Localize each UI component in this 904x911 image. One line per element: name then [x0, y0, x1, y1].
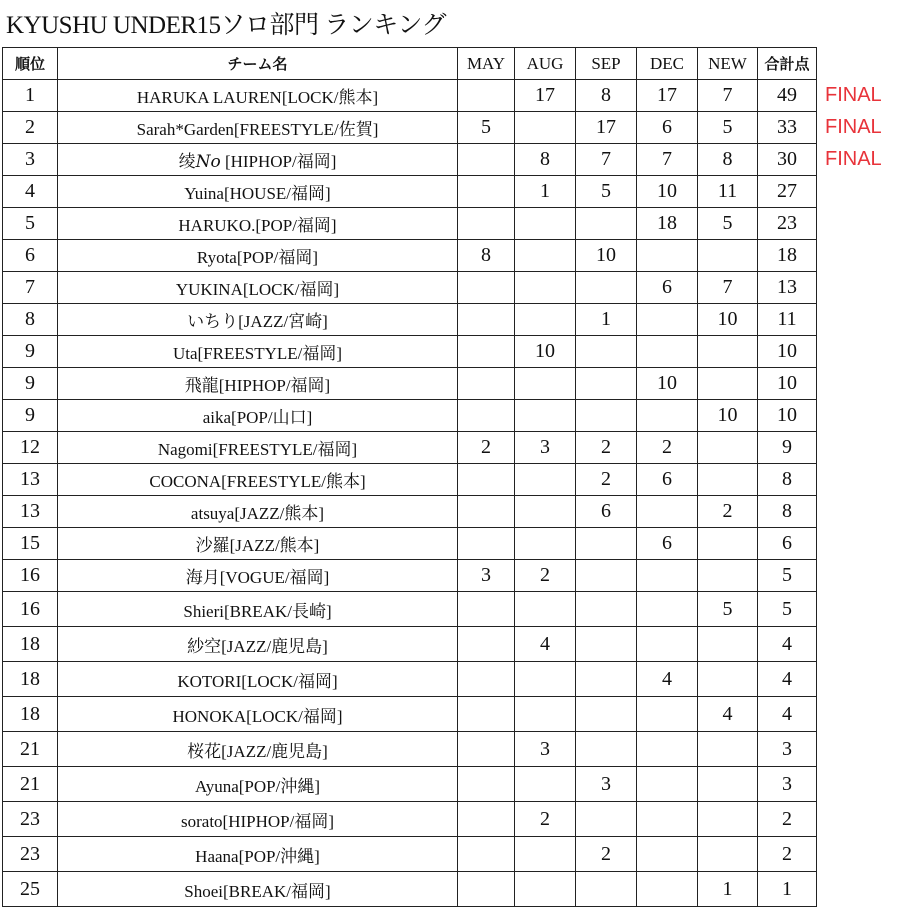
cell-dec: 6	[637, 112, 698, 144]
final-badge	[817, 496, 903, 528]
cell-may	[458, 304, 515, 336]
cell-aug	[515, 464, 576, 496]
table-row	[3, 872, 903, 907]
cell-dec	[637, 697, 698, 732]
table-row	[3, 304, 903, 336]
cell-new: 7	[698, 80, 758, 112]
table-row	[3, 592, 903, 627]
final-badge	[817, 560, 903, 592]
cell-may	[458, 400, 515, 432]
cell-rank: 21	[3, 732, 58, 767]
cell-sep: 6	[576, 496, 637, 528]
cell-sep	[576, 802, 637, 837]
final-badge	[817, 464, 903, 496]
cell-total: 3	[758, 732, 817, 767]
header-dec: DEC	[637, 48, 698, 80]
cell-dec	[637, 872, 698, 907]
cell-team: Haana[POP/沖縄]	[58, 837, 458, 872]
cell-may	[458, 144, 515, 176]
final-badge	[817, 767, 903, 802]
table-row	[3, 528, 903, 560]
cell-may	[458, 627, 515, 662]
header-aug: AUG	[515, 48, 576, 80]
cell-sep: 8	[576, 80, 637, 112]
header-note-spacer	[817, 48, 903, 80]
cell-dec	[637, 732, 698, 767]
header-may: MAY	[458, 48, 515, 80]
final-badge	[817, 662, 903, 697]
cell-team: 紗空[JAZZ/鹿児島]	[58, 627, 458, 662]
cell-new	[698, 368, 758, 400]
cell-aug	[515, 240, 576, 272]
final-badge	[817, 400, 903, 432]
cell-new: 5	[698, 592, 758, 627]
cell-new	[698, 560, 758, 592]
cell-total: 13	[758, 272, 817, 304]
cell-sep: 7	[576, 144, 637, 176]
cell-total: 8	[758, 496, 817, 528]
header-new: NEW	[698, 48, 758, 80]
cell-rank: 15	[3, 528, 58, 560]
cell-total: 8	[758, 464, 817, 496]
cell-dec	[637, 837, 698, 872]
cell-rank: 3	[3, 144, 58, 176]
cell-total: 4	[758, 627, 817, 662]
cell-total: 18	[758, 240, 817, 272]
cell-dec	[637, 496, 698, 528]
cell-new: 11	[698, 176, 758, 208]
cell-sep	[576, 872, 637, 907]
cell-may	[458, 80, 515, 112]
cell-may	[458, 272, 515, 304]
cell-may	[458, 208, 515, 240]
final-badge	[817, 837, 903, 872]
table-row	[3, 464, 903, 496]
cell-team: aika[POP/山口]	[58, 400, 458, 432]
final-badge: FINAL	[825, 84, 882, 106]
cell-aug	[515, 368, 576, 400]
cell-team: sorato[HIPHOP/福岡]	[58, 802, 458, 837]
cell-new: 5	[698, 208, 758, 240]
cell-dec	[637, 400, 698, 432]
cell-team: Nagomi[FREESTYLE/福岡]	[58, 432, 458, 464]
cell-total: 5	[758, 560, 817, 592]
cell-team: Ryota[POP/福岡]	[58, 240, 458, 272]
table-row	[3, 627, 903, 662]
table-row	[3, 208, 903, 240]
cell-sep	[576, 662, 637, 697]
cell-team: Yuina[HOUSE/福岡]	[58, 176, 458, 208]
table-row	[3, 496, 903, 528]
cell-aug	[515, 837, 576, 872]
cell-team: 绫𝑁𝑜 [HIPHOP/福岡]	[58, 144, 458, 176]
cell-total: 27	[758, 176, 817, 208]
cell-new: 1	[698, 872, 758, 907]
cell-total: 9	[758, 432, 817, 464]
cell-aug	[515, 662, 576, 697]
header-total: 合計点	[758, 48, 817, 80]
cell-may	[458, 336, 515, 368]
cell-new	[698, 767, 758, 802]
cell-team: いちり[JAZZ/宮崎]	[58, 304, 458, 336]
cell-dec	[637, 240, 698, 272]
cell-rank: 5	[3, 208, 58, 240]
cell-sep	[576, 697, 637, 732]
cell-may	[458, 662, 515, 697]
cell-team: Ayuna[POP/沖縄]	[58, 767, 458, 802]
cell-rank: 9	[3, 336, 58, 368]
cell-dec	[637, 767, 698, 802]
cell-rank: 21	[3, 767, 58, 802]
final-badge	[817, 368, 903, 400]
cell-new: 8	[698, 144, 758, 176]
table-row	[3, 144, 903, 176]
cell-sep	[576, 528, 637, 560]
cell-aug	[515, 304, 576, 336]
cell-total: 49	[758, 80, 817, 112]
table-row	[3, 368, 903, 400]
cell-may	[458, 592, 515, 627]
table-row	[3, 560, 903, 592]
cell-aug	[515, 496, 576, 528]
cell-new	[698, 662, 758, 697]
cell-may	[458, 732, 515, 767]
cell-team: 桜花[JAZZ/鹿児島]	[58, 732, 458, 767]
cell-aug	[515, 872, 576, 907]
cell-rank: 9	[3, 400, 58, 432]
cell-dec: 18	[637, 208, 698, 240]
cell-sep: 17	[576, 112, 637, 144]
cell-may	[458, 464, 515, 496]
cell-may	[458, 767, 515, 802]
cell-team: 飛龍[HIPHOP/福岡]	[58, 368, 458, 400]
cell-sep	[576, 627, 637, 662]
cell-dec: 7	[637, 144, 698, 176]
cell-team: Shoei[BREAK/福岡]	[58, 872, 458, 907]
cell-rank: 2	[3, 112, 58, 144]
cell-dec: 6	[637, 528, 698, 560]
cell-aug	[515, 767, 576, 802]
cell-new: 2	[698, 496, 758, 528]
cell-team: Sarah*Garden[FREESTYLE/佐賀]	[58, 112, 458, 144]
cell-sep	[576, 732, 637, 767]
cell-team: 沙羅[JAZZ/熊本]	[58, 528, 458, 560]
cell-sep	[576, 272, 637, 304]
table-row	[3, 80, 903, 112]
cell-aug: 3	[515, 432, 576, 464]
cell-aug	[515, 112, 576, 144]
cell-new: 5	[698, 112, 758, 144]
header-rank: 順位	[3, 48, 58, 80]
cell-dec: 6	[637, 272, 698, 304]
cell-rank: 13	[3, 496, 58, 528]
cell-new	[698, 802, 758, 837]
cell-aug	[515, 272, 576, 304]
ranking-table	[2, 47, 903, 907]
cell-may	[458, 176, 515, 208]
cell-rank: 16	[3, 592, 58, 627]
cell-new	[698, 627, 758, 662]
cell-may: 8	[458, 240, 515, 272]
cell-aug: 2	[515, 802, 576, 837]
cell-sep: 3	[576, 767, 637, 802]
cell-new: 10	[698, 304, 758, 336]
cell-sep	[576, 336, 637, 368]
header-team: チーム名	[58, 48, 458, 80]
cell-new	[698, 464, 758, 496]
cell-rank: 9	[3, 368, 58, 400]
cell-new: 10	[698, 400, 758, 432]
final-badge	[817, 432, 903, 464]
cell-dec	[637, 560, 698, 592]
cell-aug	[515, 400, 576, 432]
cell-team: atsuya[JAZZ/熊本]	[58, 496, 458, 528]
cell-new	[698, 240, 758, 272]
cell-may: 2	[458, 432, 515, 464]
cell-aug	[515, 528, 576, 560]
final-badge	[817, 697, 903, 732]
page-title: KYUSHU UNDER15ソロ部門 ランキング	[6, 12, 447, 39]
cell-team: Shieri[BREAK/長崎]	[58, 592, 458, 627]
cell-total: 33	[758, 112, 817, 144]
table-row	[3, 176, 903, 208]
cell-dec	[637, 627, 698, 662]
cell-total: 10	[758, 368, 817, 400]
cell-dec: 10	[637, 368, 698, 400]
cell-team: 海月[VOGUE/福岡]	[58, 560, 458, 592]
cell-dec	[637, 336, 698, 368]
final-badge	[817, 336, 903, 368]
cell-rank: 23	[3, 802, 58, 837]
cell-may	[458, 837, 515, 872]
cell-rank: 13	[3, 464, 58, 496]
cell-rank: 1	[3, 80, 58, 112]
cell-total: 5	[758, 592, 817, 627]
cell-dec: 2	[637, 432, 698, 464]
cell-new	[698, 528, 758, 560]
final-badge	[817, 528, 903, 560]
header-row	[3, 48, 903, 80]
cell-new: 4	[698, 697, 758, 732]
cell-dec	[637, 592, 698, 627]
cell-aug: 10	[515, 336, 576, 368]
cell-may: 5	[458, 112, 515, 144]
final-badge	[817, 208, 903, 240]
cell-rank: 8	[3, 304, 58, 336]
cell-rank: 4	[3, 176, 58, 208]
table-row	[3, 732, 903, 767]
table-row	[3, 400, 903, 432]
final-badge	[817, 304, 903, 336]
cell-sep: 1	[576, 304, 637, 336]
table-row	[3, 802, 903, 837]
cell-rank: 12	[3, 432, 58, 464]
cell-total: 10	[758, 336, 817, 368]
table-row	[3, 112, 903, 144]
cell-sep: 2	[576, 432, 637, 464]
cell-total: 6	[758, 528, 817, 560]
table-row	[3, 240, 903, 272]
cell-rank: 16	[3, 560, 58, 592]
cell-may	[458, 697, 515, 732]
cell-rank: 25	[3, 872, 58, 907]
cell-team: HARUKO.[POP/福岡]	[58, 208, 458, 240]
cell-aug	[515, 697, 576, 732]
cell-aug: 17	[515, 80, 576, 112]
cell-may	[458, 802, 515, 837]
cell-may	[458, 872, 515, 907]
cell-may	[458, 528, 515, 560]
final-badge	[817, 272, 903, 304]
cell-may: 3	[458, 560, 515, 592]
final-badge	[817, 240, 903, 272]
final-badge	[817, 627, 903, 662]
cell-aug	[515, 592, 576, 627]
cell-total: 23	[758, 208, 817, 240]
cell-total: 2	[758, 802, 817, 837]
cell-may	[458, 496, 515, 528]
cell-sep: 2	[576, 464, 637, 496]
cell-rank: 18	[3, 627, 58, 662]
cell-total: 3	[758, 767, 817, 802]
cell-total: 4	[758, 697, 817, 732]
cell-team: Uta[FREESTYLE/福岡]	[58, 336, 458, 368]
table-row	[3, 336, 903, 368]
cell-new	[698, 336, 758, 368]
final-badge	[817, 732, 903, 767]
cell-team: COCONA[FREESTYLE/熊本]	[58, 464, 458, 496]
cell-total: 11	[758, 304, 817, 336]
cell-team: KOTORI[LOCK/福岡]	[58, 662, 458, 697]
cell-rank: 18	[3, 697, 58, 732]
cell-total: 2	[758, 837, 817, 872]
cell-rank: 6	[3, 240, 58, 272]
cell-dec: 6	[637, 464, 698, 496]
cell-dec: 17	[637, 80, 698, 112]
cell-aug: 2	[515, 560, 576, 592]
table-row	[3, 837, 903, 872]
final-badge	[817, 592, 903, 627]
cell-team: HONOKA[LOCK/福岡]	[58, 697, 458, 732]
cell-aug: 1	[515, 176, 576, 208]
final-badge	[817, 872, 903, 907]
table-row	[3, 662, 903, 697]
cell-sep	[576, 208, 637, 240]
cell-dec	[637, 802, 698, 837]
cell-rank: 23	[3, 837, 58, 872]
cell-rank: 18	[3, 662, 58, 697]
cell-dec: 4	[637, 662, 698, 697]
table-row	[3, 767, 903, 802]
cell-rank: 7	[3, 272, 58, 304]
cell-sep: 10	[576, 240, 637, 272]
header-sep: SEP	[576, 48, 637, 80]
table-row	[3, 697, 903, 732]
cell-team: HARUKA LAUREN[LOCK/熊本]	[58, 80, 458, 112]
cell-aug	[515, 208, 576, 240]
cell-new	[698, 432, 758, 464]
cell-total: 10	[758, 400, 817, 432]
table-row	[3, 432, 903, 464]
cell-total: 30	[758, 144, 817, 176]
cell-aug: 4	[515, 627, 576, 662]
cell-sep	[576, 400, 637, 432]
cell-sep	[576, 368, 637, 400]
cell-new	[698, 732, 758, 767]
cell-dec	[637, 304, 698, 336]
cell-aug: 8	[515, 144, 576, 176]
table-row	[3, 272, 903, 304]
cell-sep	[576, 560, 637, 592]
cell-may	[458, 368, 515, 400]
cell-new: 7	[698, 272, 758, 304]
cell-sep: 2	[576, 837, 637, 872]
final-badge: FINAL	[825, 116, 882, 138]
cell-new	[698, 837, 758, 872]
cell-sep	[576, 592, 637, 627]
final-badge: FINAL	[825, 148, 882, 170]
cell-total: 4	[758, 662, 817, 697]
cell-team: YUKINA[LOCK/福岡]	[58, 272, 458, 304]
final-badge	[817, 176, 903, 208]
cell-sep: 5	[576, 176, 637, 208]
cell-total: 1	[758, 872, 817, 907]
cell-aug: 3	[515, 732, 576, 767]
cell-dec: 10	[637, 176, 698, 208]
final-badge	[817, 802, 903, 837]
